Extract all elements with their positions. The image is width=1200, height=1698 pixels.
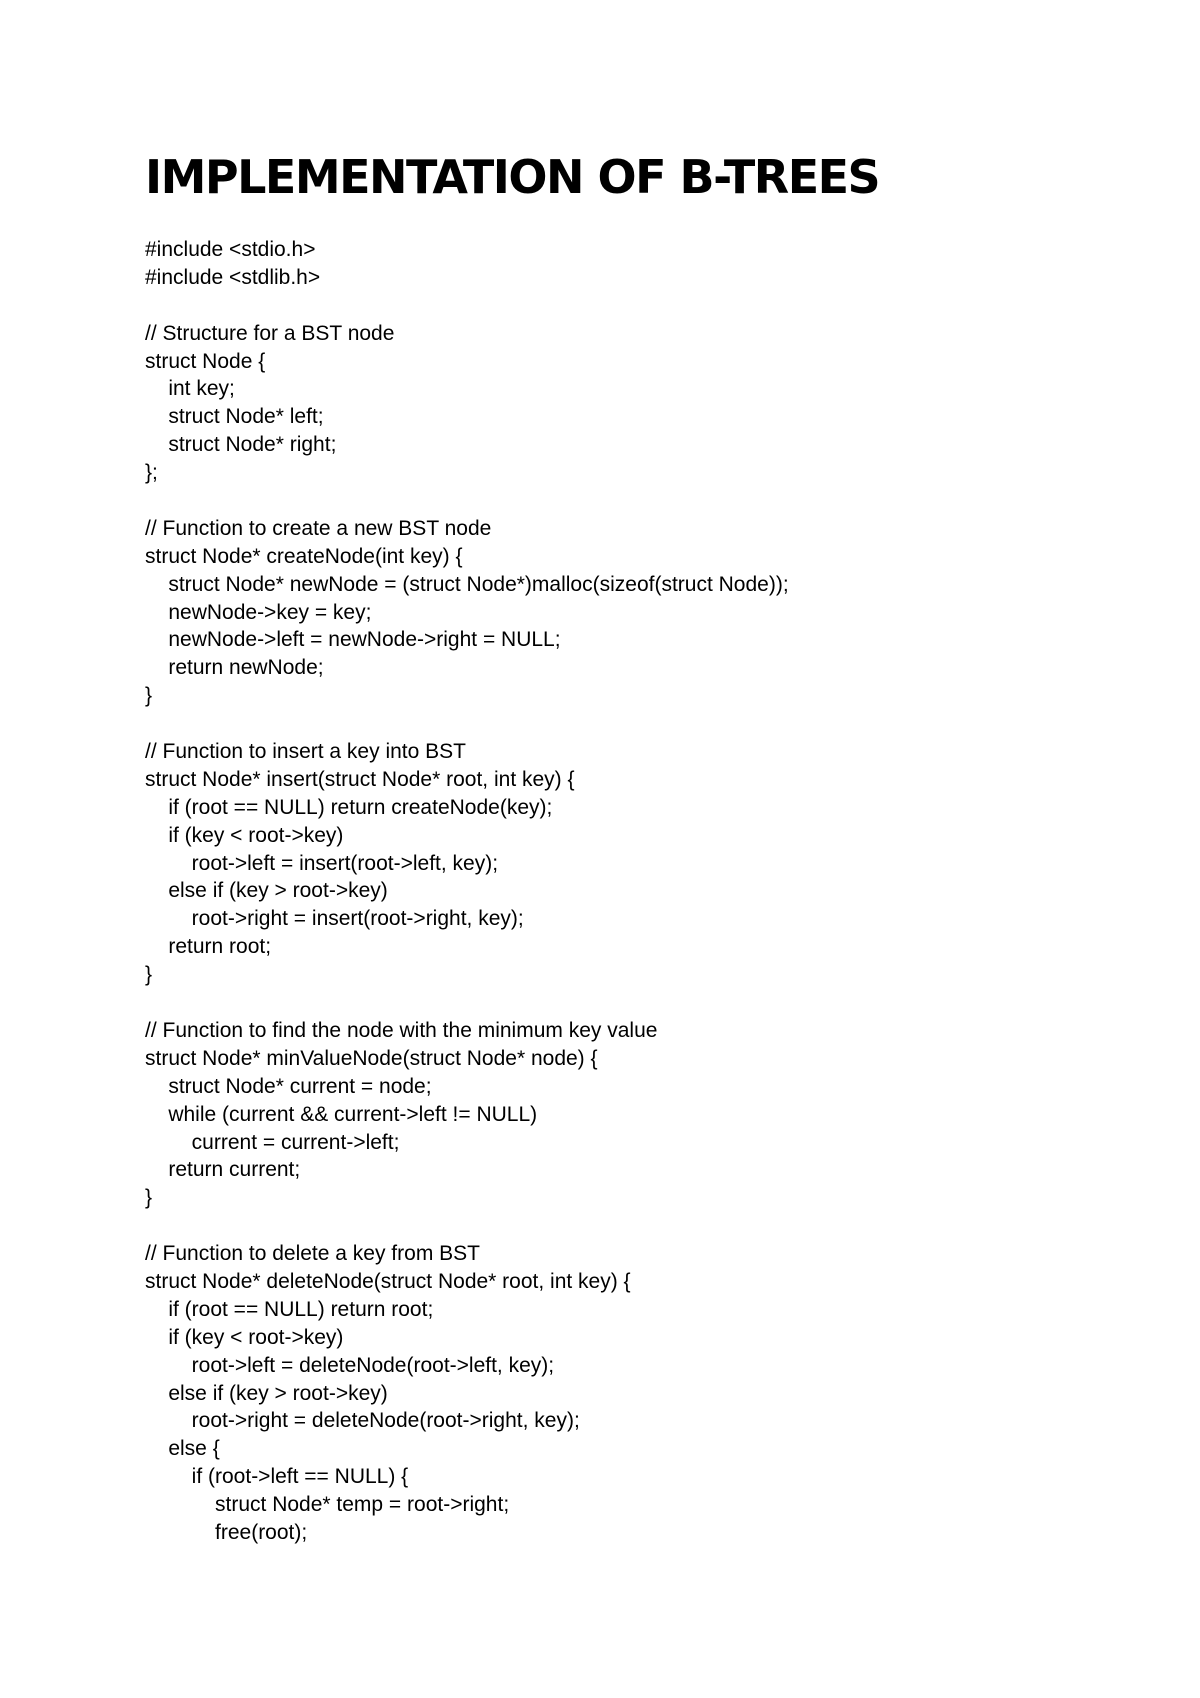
code-line: #include <stdio.h>: [145, 238, 316, 261]
code-line: }: [145, 1186, 153, 1210]
code-line: root->left = deleteNode(root->left, key);: [145, 1353, 555, 1377]
code-line: return current;: [145, 1158, 301, 1182]
code-block: [145, 236, 1155, 1547]
blank-line: [145, 292, 1155, 320]
code-line: else if (key > root->key): [145, 879, 388, 903]
blank-line: [145, 1212, 1155, 1240]
code-line: root->left = insert(root->left, key);: [145, 851, 499, 875]
code-line: newNode->key = key;: [145, 600, 372, 624]
code-line: newNode->left = newNode->right = NULL;: [145, 628, 561, 652]
code-line: }: [145, 684, 153, 708]
code-line: struct Node* current = node;: [145, 1074, 432, 1098]
code-line: // Structure for a BST node: [145, 321, 395, 345]
code-line: current = current->left;: [145, 1130, 400, 1154]
code-line: root->right = deleteNode(root->right, key);: [145, 1409, 580, 1433]
code-line: // Function to find the node with the minimum key value: [145, 1018, 658, 1042]
code-line: struct Node* temp = root->right;: [145, 1493, 510, 1517]
code-line: while (current && current->left != NULL): [145, 1102, 538, 1126]
code-line: // Function to create a new BST node: [145, 516, 492, 540]
code-line: if (root == NULL) return root;: [145, 1297, 434, 1321]
code-line: if (root->left == NULL) {: [145, 1465, 409, 1489]
code-line: struct Node* deleteNode(struct Node* root, int key) {: [145, 1269, 631, 1293]
code-line: struct Node* left;: [145, 405, 324, 429]
code-line: }: [145, 963, 153, 987]
code-line: else {: [145, 1437, 220, 1461]
blank-line: [145, 710, 1155, 738]
code-line: struct Node* newNode = (struct Node*)malloc(sizeof(struct Node));: [145, 572, 789, 596]
code-line: struct Node* right;: [145, 433, 337, 457]
code-line: // Function to insert a key into BST: [145, 740, 466, 764]
page-title: IMPLEMENTATION OF B-TREES: [145, 150, 880, 204]
code-line: if (root == NULL) return createNode(key);: [145, 795, 553, 819]
code-line: else if (key > root->key): [145, 1381, 388, 1405]
code-line: int key;: [145, 377, 235, 401]
code-line: return root;: [145, 935, 272, 959]
code-line: struct Node* insert(struct Node* root, int key) {: [145, 767, 575, 791]
blank-line: [145, 989, 1155, 1017]
code-line: struct Node {: [145, 349, 266, 373]
code-line: struct Node* createNode(int key) {: [145, 544, 463, 568]
code-line: free(root);: [145, 1520, 308, 1544]
code-line: struct Node* minValueNode(struct Node* node) {: [145, 1046, 598, 1070]
code-line: root->right = insert(root->right, key);: [145, 907, 524, 931]
code-line: return newNode;: [145, 656, 324, 680]
code-line: #include <stdlib.h>: [145, 265, 321, 289]
blank-line: [145, 487, 1155, 515]
code-line: if (key < root->key): [145, 1325, 344, 1349]
code-line: // Function to delete a key from BST: [145, 1242, 480, 1266]
code-line: if (key < root->key): [145, 823, 344, 847]
code-line: };: [145, 461, 158, 485]
